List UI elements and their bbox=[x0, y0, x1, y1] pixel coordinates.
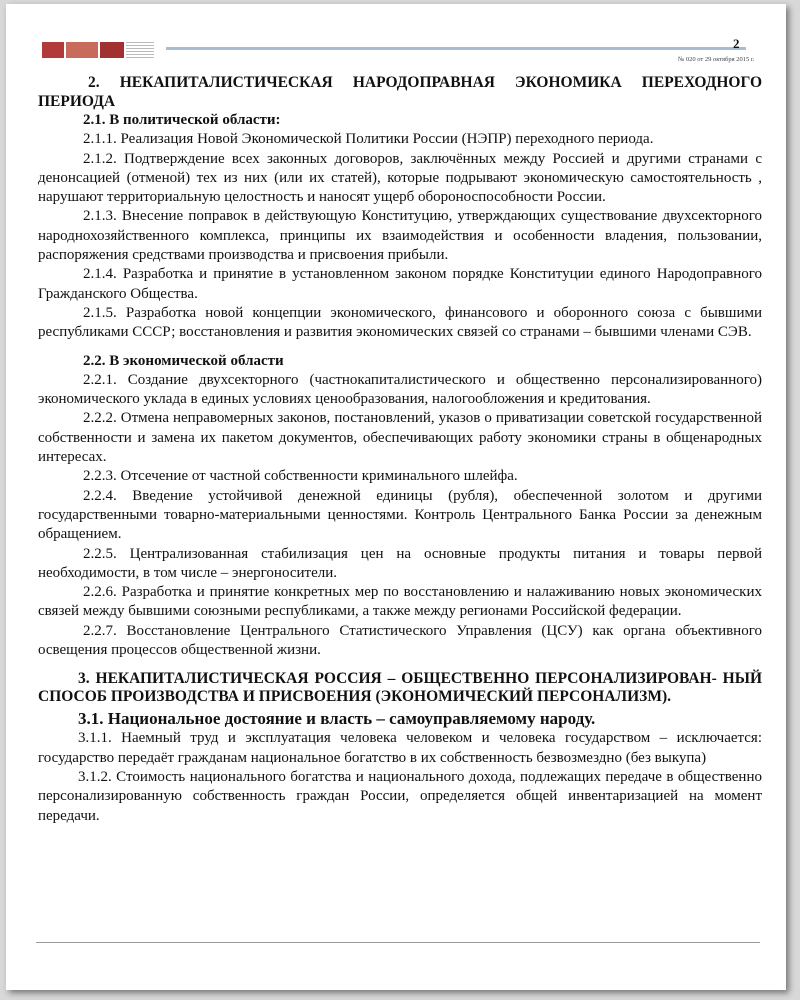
paragraph-2-2-5: 2.2.5. Централизованная стабилизация цен на основные продукты питания и товары первой необходимости, в том числе – энергоносители. bbox=[38, 545, 762, 581]
paragraph-2-1-3: 2.1.3. Внесение поправок в действующую Конституцию, утверждающих существование двухсекторного народнохозяйственного комплекса, принципы их взаимодействия и особенности владения, пользовании, распоряжения средствами производства и присвоения прибыли. bbox=[38, 208, 762, 264]
footer-rule bbox=[36, 942, 760, 943]
article-body bbox=[38, 73, 762, 826]
paragraph-2-2-6: 2.2.6. Разработка и принятие конкретных мер по восстановлению и налаживанию новых экономических связей между бывшими союзными республиками, а также между регионами Российской федерации. bbox=[38, 584, 762, 620]
section-2-title: 2. НЕКАПИТАЛИСТИЧЕСКАЯ НАРОДОПРАВНАЯ ЭКОНОМИКА ПЕРЕХОДНОГО ПЕРИОДА bbox=[38, 74, 762, 110]
logo-block bbox=[66, 42, 98, 58]
subsection-2-2-heading: 2.2. В экономической области bbox=[83, 352, 284, 369]
spacer bbox=[38, 343, 762, 352]
page-header bbox=[6, 4, 786, 70]
paragraph-2-1-2: 2.1.2. Подтверждение всех законных договоров, заключённых между Россией и другими странами с денонсацией (отменой) тех из них (или их статей), которые подрывают экономическую самостоятельность , нарушают территориальную целостность и наносят ущерб обороноспособности России. bbox=[38, 150, 762, 206]
paragraph-2-2-4: 2.2.4. Введение устойчивой денежной единицы (рубля), обеспеченной золотом и другими государственными товарно-материальными ценностями. Контроль Центрального Банка России за денежным обращением. bbox=[38, 487, 762, 543]
page-number: 2 bbox=[733, 36, 740, 51]
paragraph-2-2-1: 2.2.1. Создание двухсекторного (частнокапиталистического и общественно персонализированного) экономического уклада в единых условиях ценообразования, налогообложения и кредитования. bbox=[38, 371, 762, 408]
paragraph-3-1-1: 3.1.1. Наемный труд и эксплуатация человека человеком и человека государством – исключается: государство передаёт гражданам национальное богатство в их собственность безвозмездно (без выкупа) bbox=[38, 730, 762, 766]
paragraph-2-1-1: 2.1.1. Реализация Новой Экономической Политики России (НЭПР) переходного периода. bbox=[83, 131, 654, 148]
header-rule bbox=[166, 47, 746, 50]
paragraph-2-2-2: 2.2.2. Отмена неправомерных законов, постановлений, указов о приватизации советской государственной собственности и замена их пакетом документов, обеспечивающих работу экономики страны в общенародных интересах. bbox=[38, 410, 762, 466]
paragraph-2-1-4: 2.1.4. Разработка и принятие в установленном законом порядке Конституции единого Народоправного Гражданского Общества. bbox=[38, 266, 762, 302]
logo-text-lines bbox=[126, 42, 154, 58]
paragraph-2-2-7: 2.2.7. Восстановление Центрального Статистического Управления (ЦСУ) как органа объективного освещения процессов общественной жизни. bbox=[38, 622, 762, 659]
paragraph-2-1-5: 2.1.5. Разработка новой концепции экономического, финансового и оборонного союза с бывшими республиками СССР; восстановления и развития экономических связей со странами – бывшими членами СЭВ. bbox=[38, 304, 762, 341]
subsection-3-1-heading: 3.1. Национальное достояние и власть – самоуправляемому народу. bbox=[78, 709, 596, 729]
logo-block bbox=[42, 42, 64, 58]
subsection-2-1-heading: 2.1. В политической области: bbox=[83, 112, 281, 128]
logo-block bbox=[100, 42, 124, 58]
section-3-title: 3. НЕКАПИТАЛИСТИЧЕСКАЯ РОССИЯ – ОБЩЕСТВЕННО ПЕРСОНАЛИЗИРОВАН- НЫЙ СПОСОБ ПРОИЗВОДСТВА И ПРИСВОЕНИЯ (ЭКОНОМИЧЕСКИЙ ПЕРСОНАЛИЗМ). bbox=[38, 670, 762, 706]
paragraph-3-1-2: 3.1.2. Стоимость национального богатства и национального дохода, подлежащих передаче в общественно персонализированную собственность граждан России, определяется общей инвентаризацией на момент передачи. bbox=[38, 768, 762, 824]
issue-date: № 020 от 29 октября 2015 г. bbox=[678, 56, 755, 63]
newspaper-logo bbox=[42, 42, 154, 60]
paragraph-2-2-3: 2.2.3. Отсечение от частной собственности криминального шлейфа. bbox=[83, 468, 518, 485]
document-page bbox=[6, 4, 786, 990]
